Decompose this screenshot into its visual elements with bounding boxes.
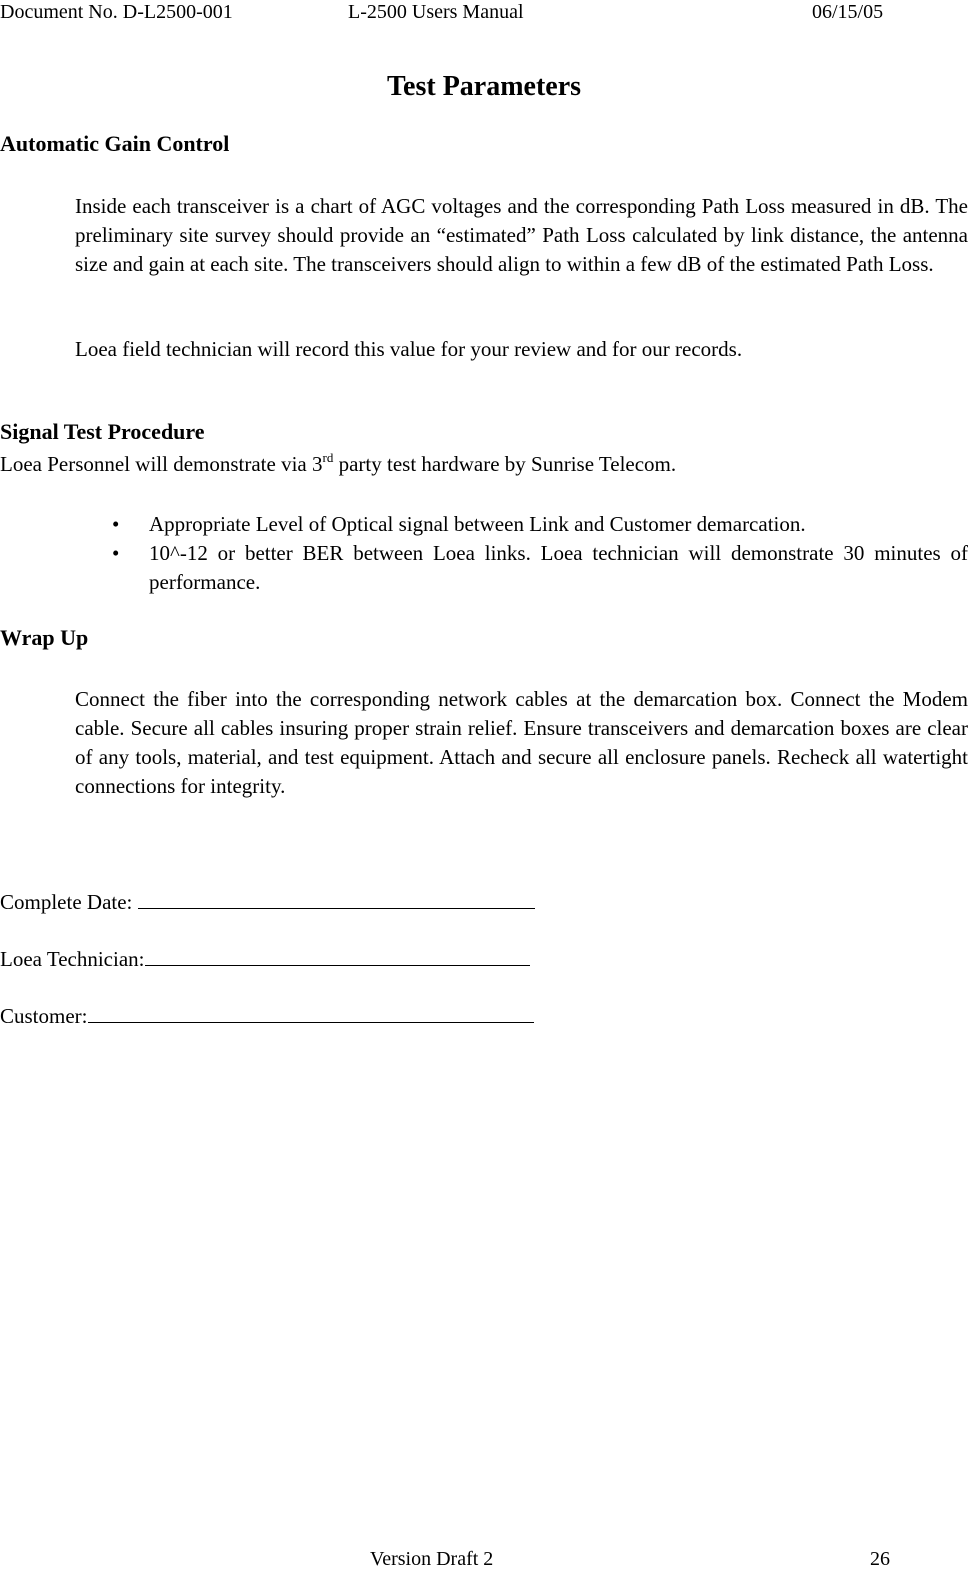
bullet-icon: • (112, 541, 120, 565)
signal-heading: Signal Test Procedure (0, 419, 205, 444)
bullet-icon: • (112, 512, 120, 536)
complete-date-blank[interactable] (138, 886, 535, 909)
technician-line (0, 943, 530, 974)
wrap-heading: Wrap Up (0, 625, 89, 650)
bullet-text: 10^-12 or better BER between Loea links. Loea technician will demonstrate 30 minutes of performance. (149, 541, 968, 594)
customer-label: Customer: (0, 1004, 88, 1028)
customer-blank[interactable] (88, 1000, 534, 1023)
signal-intro-superscript: rd (322, 450, 334, 465)
page-number: 26 (870, 1548, 890, 1570)
technician-label: Loea Technician: (0, 947, 145, 971)
header-date: 06/15/05 (812, 1, 884, 23)
complete-date-label: Complete Date: (0, 890, 138, 914)
page-title: Test Parameters (386, 71, 582, 102)
wrap-paragraph: Connect the fiber into the corresponding network cables at the demarcation box. Connect the Modem cable. Secure all cables insuring proper strain relief. Ensure transceivers and demarcation boxes are clear of any tools, material, and test equipment. Attach and secure all enclosure panels. Recheck all watertight connections for integrity. (75, 687, 968, 798)
signal-bullet-list (112, 510, 968, 597)
agc-paragraph: Inside each transceiver is a chart of AGC voltages and the corresponding Path Loss measured in dB. The preliminary site survey should provide an “estimated” Path Loss calculated by link distance, the antenna size and gain at each site. The transceivers should align to within a few dB of the estimated Path Loss. (75, 194, 968, 276)
header-doc-number: Document No. D-L2500-001 (0, 1, 233, 23)
header-manual-title: L-2500 Users Manual (348, 1, 524, 23)
list-item (112, 539, 968, 597)
agc-record-paragraph: Loea field technician will record this value for your review and for our records. (75, 337, 743, 361)
agc-heading: Automatic Gain Control (0, 131, 230, 156)
footer-version: Version Draft 2 (370, 1548, 494, 1570)
technician-blank[interactable] (145, 943, 530, 966)
complete-date-line (0, 886, 535, 917)
signal-intro (0, 450, 676, 479)
signal-intro-text-end: party test hardware by Sunrise Telecom. (333, 452, 677, 476)
bullet-text: Appropriate Level of Optical signal between Link and Customer demarcation. (149, 512, 806, 536)
list-item (112, 510, 968, 539)
customer-line (0, 1000, 534, 1031)
signal-intro-text: Loea Personnel will demonstrate via 3 (0, 452, 323, 476)
